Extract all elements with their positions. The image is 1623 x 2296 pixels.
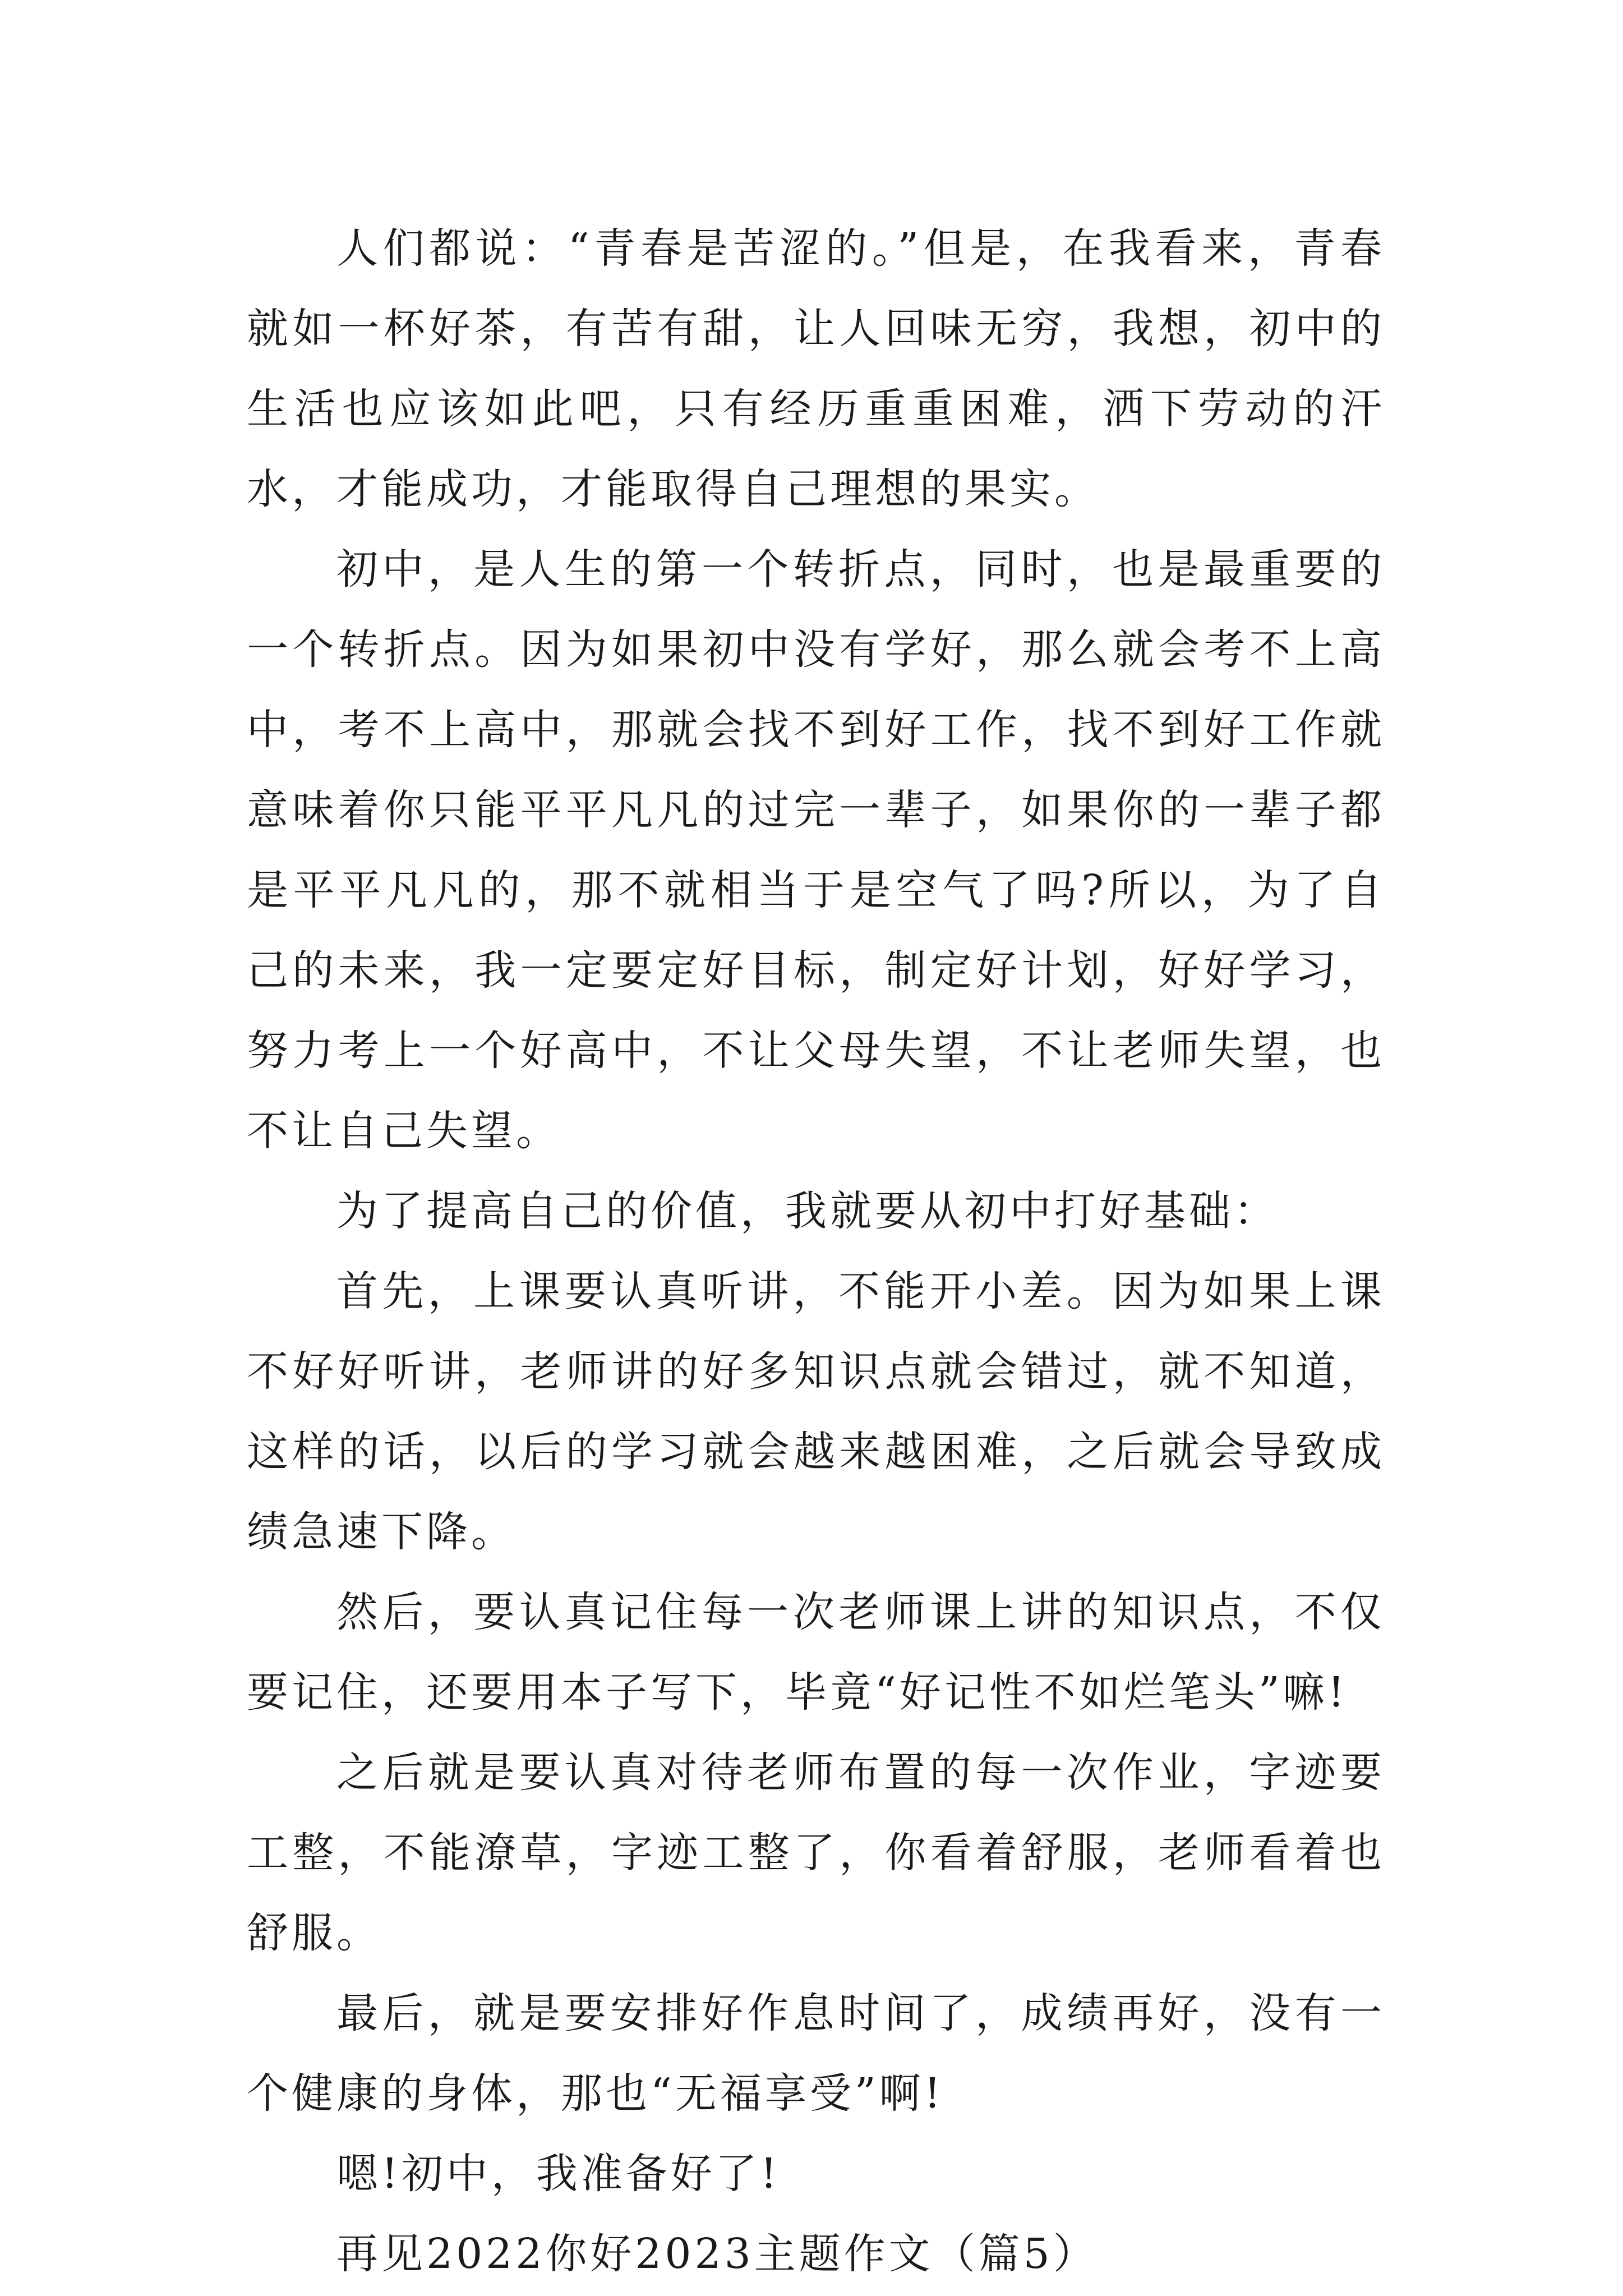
paragraph-7: 最后，就是要安排好作息时间了，成绩再好，没有一个健康的身体，那也“无福享受”啊! [247,1989,1385,2118]
section-heading: 再见2022你好2023主题作文（篇5） [336,2230,1098,2278]
paragraph-4: 首先，上课要认真听讲，不能开小差。因为如果上课不好好听讲，老师讲的好多知识点就会错过，就不知道，这样的话，以后的学习就会越来越困难，之后就会导致成绩急速下降。 [247,1267,1385,1556]
paragraph-5: 然后，要认真记住每一次老师课上讲的知识点，不仅要记住，还要用本子写下，毕竟“好记性不如烂笔头”嘛! [247,1588,1385,1717]
paragraph-1: 人们都说：“青春是苦涩的。”但是，在我看来，青春就如一杯好茶，有苦有甜，让人回味无穷，我想，初中的生活也应该如此吧，只有经历重重困难，洒下劳动的汗水，才能成功，才能取得自己理想的果实。 [247,224,1385,513]
paragraph-2: 初中，是人生的第一个转折点，同时，也是最重要的一个转折点。因为如果初中没有学好，那么就会考不上高中，考不上高中，那就会找不到好工作，找不到好工作就意味着你只能平平凡凡的过完一辈子，如果你的一辈子都是平平凡凡的，那不就相当于是空气了吗?所以，为了自己的未来，我一定要定好目标，制定好计划，好好学习，努力考上一个好高中，不让父母失望，不让老师失望，也不让自己失望。 [247,545,1385,1155]
paragraph-6: 之后就是要认真对待老师布置的每一次作业，字迹要工整，不能潦草，字迹工整了，你看着舒服，老师看着也舒服。 [247,1749,1385,1957]
document-body [247,209,1385,2294]
paragraph-3: 为了提高自己的价值，我就要从初中打好基础： [336,1187,1279,1235]
paragraph-8: 嗯!初中，我准备好了! [336,2150,781,2198]
